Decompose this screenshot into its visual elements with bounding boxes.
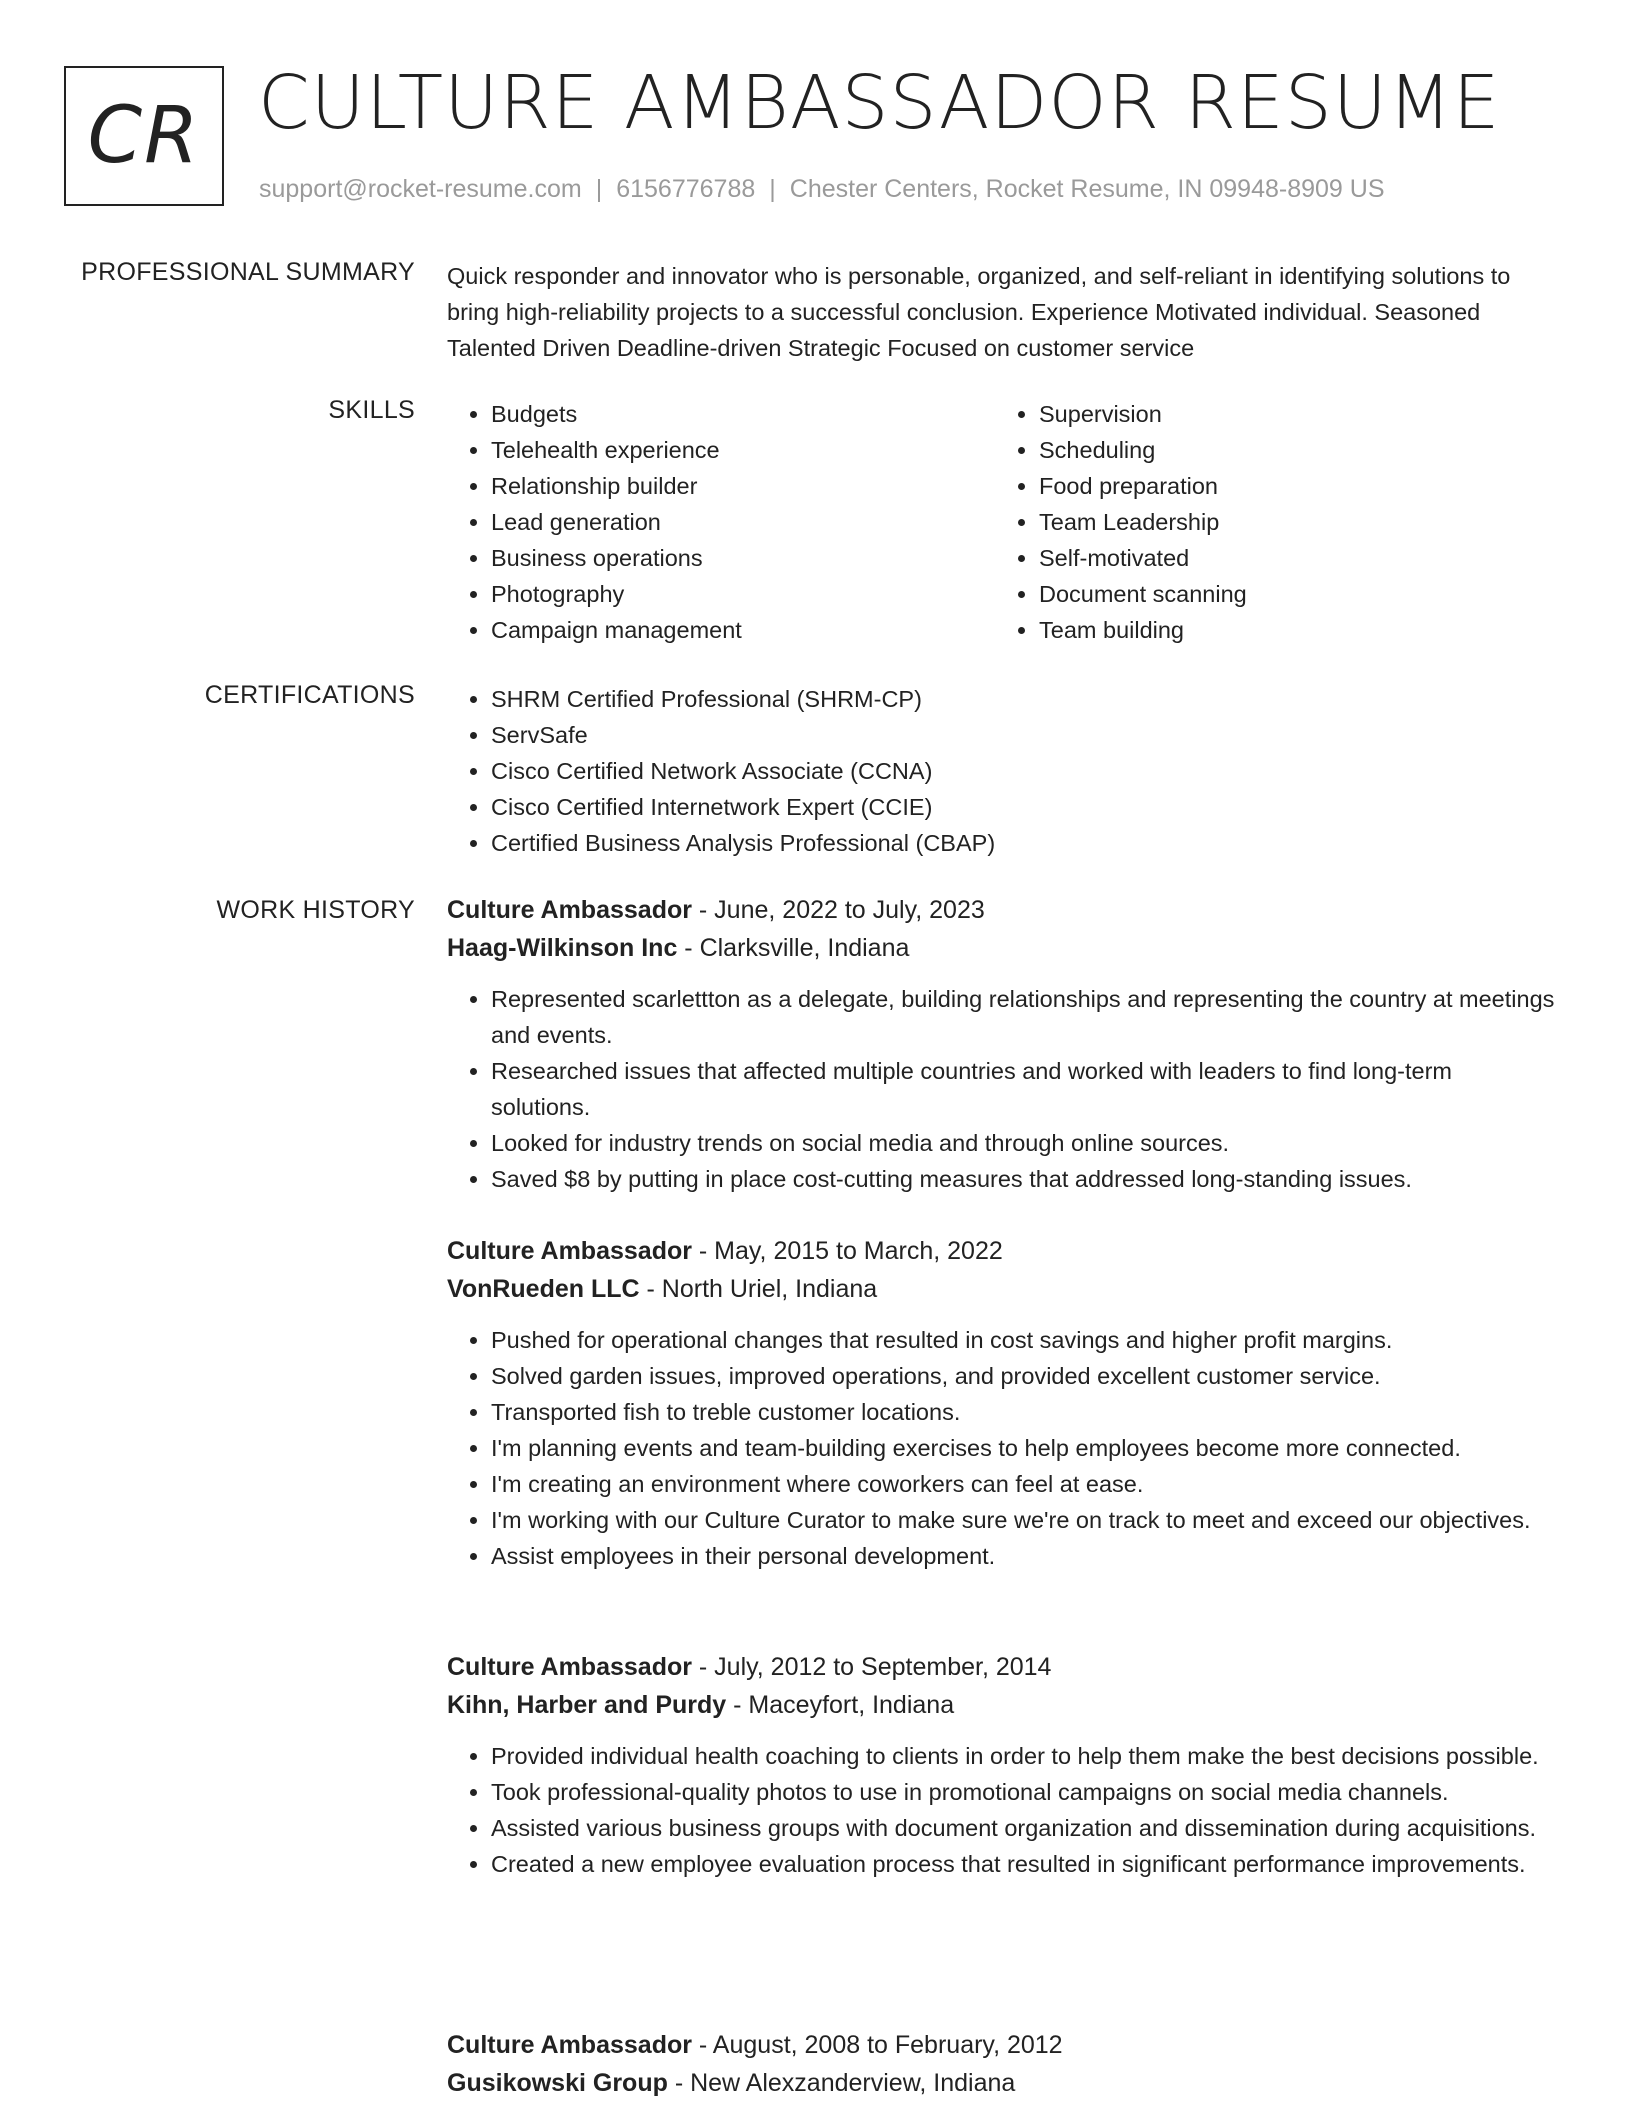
skill-item: • Self-motivated: [1039, 540, 1247, 576]
job-bullet: • Saved $8 by putting in place cost-cutting measures that addressed long-standing issues.: [491, 1161, 1557, 1197]
job-bullet: • Solved garden issues, improved operations, and provided excellent customer service.: [491, 1358, 1557, 1394]
job-title-line: [447, 891, 1557, 929]
skill-item: • Photography: [491, 576, 742, 612]
job-bullets: [447, 981, 1557, 1197]
job-bullet: • I'm creating an environment where coworkers can feel at ease.: [491, 1466, 1557, 1502]
skill-item: • Supervision: [1039, 396, 1247, 432]
skill-item: • Lead generation: [491, 504, 742, 540]
skill-item: • Scheduling: [1039, 432, 1247, 468]
work-history-heading: WORK HISTORY: [216, 896, 415, 924]
summary-text: Quick responder and innovator who is personable, organized, and self-reliant in identifying solutions to bring high-reliability projects to a successful conclusion. Experience Motivated individual. Seasoned Talented Driven Deadline-driven Strategic Focused on customer service: [447, 263, 1511, 361]
certification-item: • SHRM Certified Professional (SHRM-CP): [491, 681, 1557, 717]
job-bullet: • Transported fish to treble customer locations.: [491, 1394, 1557, 1430]
skill-item: • Budgets: [491, 396, 742, 432]
job-entry: [447, 1648, 1557, 1882]
monogram-badge: CR: [64, 66, 224, 206]
skill-item: • Telehealth experience: [491, 432, 742, 468]
job-dates: - August, 2008 to February, 2012: [691, 2031, 1063, 2059]
job-bullets: [447, 1738, 1557, 1882]
job-bullet: • Pushed for operational changes that resulted in cost savings and higher profit margins.: [491, 1322, 1557, 1358]
job-bullet: • Took professional-quality photos to use in promotional campaigns on social media channels.: [491, 1774, 1557, 1810]
job-title-line: [447, 1648, 1557, 1686]
job-bullet: • Assist employees in their personal development.: [491, 1538, 1557, 1574]
skills-list-left: [447, 396, 742, 648]
job-bullet: • Assisted various business groups with document organization and dissemination during acquisitions.: [491, 1810, 1557, 1846]
job-company: Kihn, Harber and Purdy: [447, 1691, 727, 1719]
job-location: - North Uriel, Indiana: [639, 1275, 878, 1303]
certifications-list: [447, 681, 1557, 861]
resume-title: CULTURE AMBASSADOR RESUME: [258, 60, 1501, 146]
contact-email: support@rocket-resume.com: [259, 175, 582, 203]
skill-item: • Team Leadership: [1039, 504, 1247, 540]
job-dates: - July, 2012 to September, 2014: [691, 1653, 1052, 1681]
skills-body: [447, 396, 1557, 656]
certification-item: • ServSafe: [491, 717, 1557, 753]
skill-item: • Document scanning: [1039, 576, 1247, 612]
job-location: - New Alexzanderview, Indiana: [667, 2069, 1016, 2097]
job-title: Culture Ambassador: [447, 896, 692, 924]
job-company: Haag-Wilkinson Inc: [447, 934, 678, 962]
job-bullet: • I'm planning events and team-building exercises to help employees become more connected.: [491, 1430, 1557, 1466]
certification-item: • Certified Business Analysis Professional (CBAP): [491, 825, 1557, 861]
job-entry: [447, 2026, 1557, 2102]
job-company-line: [447, 929, 1557, 967]
job-company: Gusikowski Group: [447, 2069, 668, 2097]
job-bullet: • Researched issues that affected multiple countries and worked with leaders to find long-term solutions.: [491, 1053, 1557, 1125]
job-bullets: [447, 1322, 1557, 1574]
contact-line: [259, 175, 1385, 204]
job-company: VonRueden LLC: [447, 1275, 640, 1303]
job-title-line: [447, 1232, 1557, 1270]
contact-phone: 6156776788: [616, 175, 756, 203]
job-company-line: [447, 1686, 1557, 1724]
job-title-line: [447, 2026, 1557, 2064]
contact-separator: |: [769, 175, 776, 203]
skill-item: • Business operations: [491, 540, 742, 576]
certification-item: • Cisco Certified Network Associate (CCNA): [491, 753, 1557, 789]
job-title: Culture Ambassador: [447, 1237, 692, 1265]
job-bullet: • Created a new employee evaluation process that resulted in significant performance improvements.: [491, 1846, 1557, 1882]
skills-heading: SKILLS: [328, 396, 415, 424]
job-dates: - June, 2022 to July, 2023: [691, 896, 985, 924]
job-title: Culture Ambassador: [447, 1653, 692, 1681]
job-title: Culture Ambassador: [447, 2031, 692, 2059]
job-bullet: • Provided individual health coaching to clients in order to help them make the best decisions possible.: [491, 1738, 1557, 1774]
summary-heading: PROFESSIONAL SUMMARY: [81, 258, 415, 286]
skills-list-right: [995, 396, 1247, 648]
job-entry: [447, 1232, 1557, 1574]
skill-item: • Relationship builder: [491, 468, 742, 504]
job-company-line: [447, 2064, 1557, 2102]
job-location: - Clarksville, Indiana: [677, 934, 910, 962]
certification-item: • Cisco Certified Internetwork Expert (CCIE): [491, 789, 1557, 825]
contact-separator: |: [595, 175, 603, 203]
job-dates: - May, 2015 to March, 2022: [691, 1237, 1003, 1265]
skill-item: • Team building: [1039, 612, 1247, 648]
job-bullet: • Looked for industry trends on social media and through online sources.: [491, 1125, 1557, 1161]
job-bullet: • I'm working with our Culture Curator to make sure we're on track to meet and exceed our objectives.: [491, 1502, 1557, 1538]
job-entry: [447, 891, 1557, 1197]
job-bullet: • Represented scarlettton as a delegate, building relationships and representing the country at meetings and events.: [491, 981, 1557, 1053]
skill-item: • Campaign management: [491, 612, 742, 648]
job-location: - Maceyfort, Indiana: [726, 1691, 955, 1719]
job-company-line: [447, 1270, 1557, 1308]
certifications-heading: CERTIFICATIONS: [204, 681, 415, 709]
certifications-body: [447, 681, 1557, 861]
contact-address: Chester Centers, Rocket Resume, IN 09948-8909 US: [789, 175, 1385, 203]
skill-item: • Food preparation: [1039, 468, 1247, 504]
